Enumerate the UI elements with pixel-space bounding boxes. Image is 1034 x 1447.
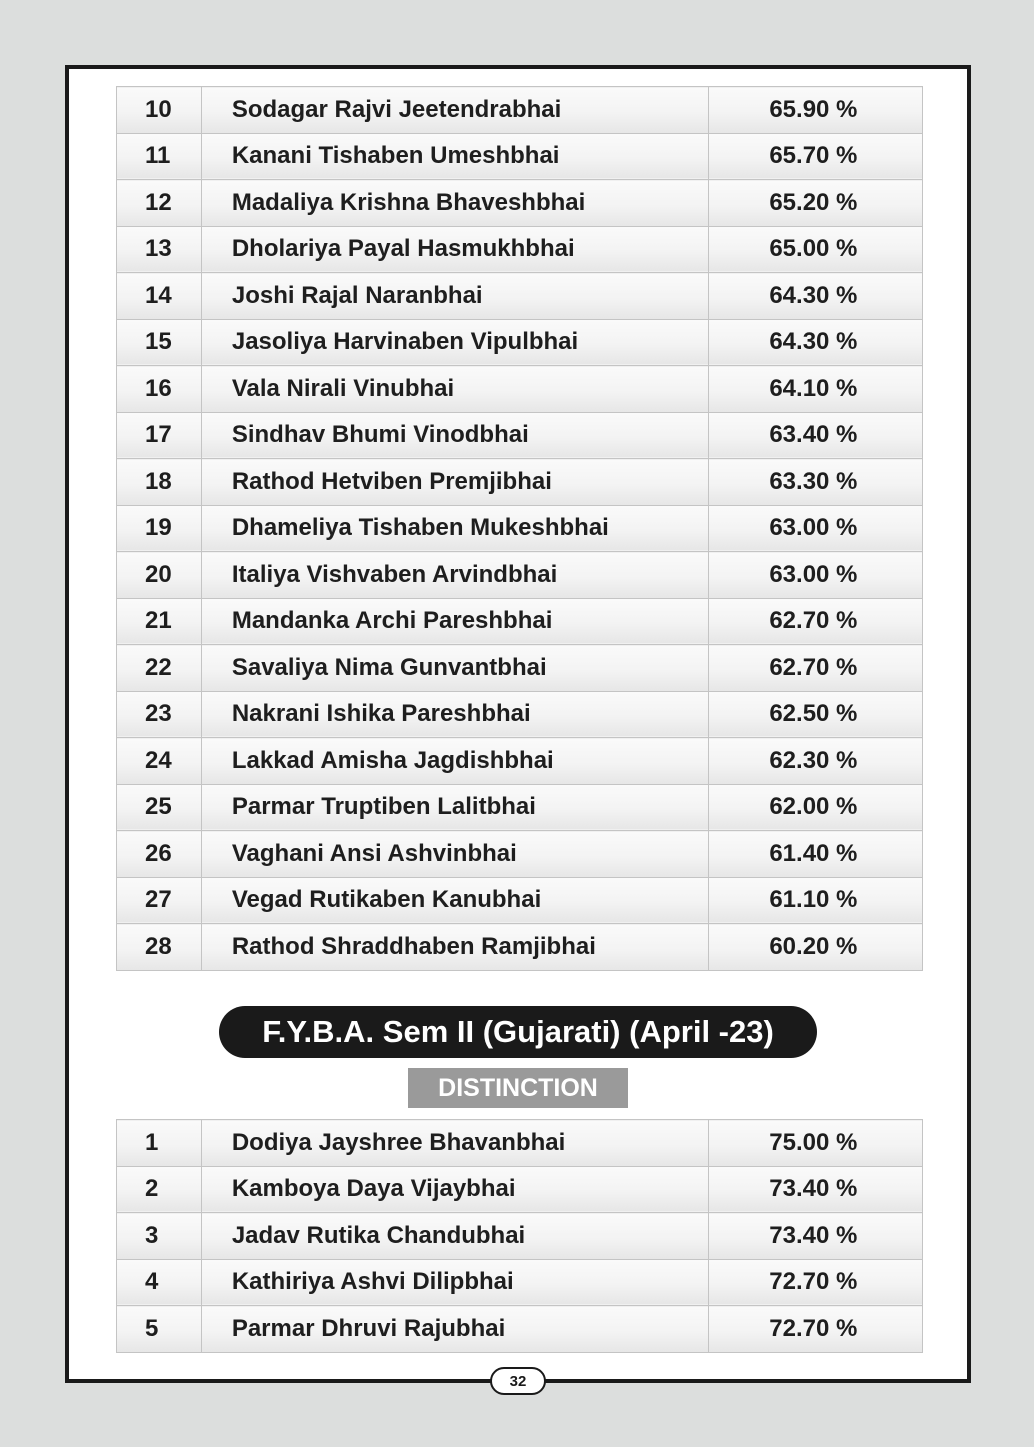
- percentage: 65.90 %: [709, 87, 923, 134]
- table-row: [117, 273, 923, 320]
- table-row: [117, 877, 923, 924]
- table-row: [117, 366, 923, 413]
- row-number: 27: [117, 877, 202, 924]
- student-name: Vegad Rutikaben Kanubhai: [201, 877, 708, 924]
- percentage: 65.00 %: [709, 226, 923, 273]
- student-name: Parmar Truptiben Lalitbhai: [201, 784, 708, 831]
- page-number: 32: [490, 1367, 546, 1395]
- percentage: 62.50 %: [709, 691, 923, 738]
- table-row: [117, 691, 923, 738]
- table-row: [117, 784, 923, 831]
- student-name: Kamboya Daya Vijaybhai: [201, 1166, 708, 1213]
- table-row: [117, 1213, 923, 1260]
- row-number: 13: [117, 226, 202, 273]
- student-name: Madaliya Krishna Bhaveshbhai: [201, 180, 708, 227]
- percentage: 73.40 %: [709, 1166, 923, 1213]
- student-name: Joshi Rajal Naranbhai: [201, 273, 708, 320]
- row-number: 23: [117, 691, 202, 738]
- row-number: 10: [117, 87, 202, 134]
- table-row: [117, 1306, 923, 1353]
- percentage: 61.10 %: [709, 877, 923, 924]
- student-name: Vala Nirali Vinubhai: [201, 366, 708, 413]
- row-number: 24: [117, 738, 202, 785]
- results-table-top: [116, 86, 923, 971]
- row-number: 3: [117, 1213, 202, 1260]
- student-name: Kanani Tishaben Umeshbhai: [201, 133, 708, 180]
- table-row: [117, 598, 923, 645]
- student-name: Vaghani Ansi Ashvinbhai: [201, 831, 708, 878]
- row-number: 20: [117, 552, 202, 599]
- row-number: 22: [117, 645, 202, 692]
- student-name: Sindhav Bhumi Vinodbhai: [201, 412, 708, 459]
- table-row: [117, 226, 923, 273]
- table-row: [117, 645, 923, 692]
- row-number: 19: [117, 505, 202, 552]
- row-number: 5: [117, 1306, 202, 1353]
- student-name: Sodagar Rajvi Jeetendrabhai: [201, 87, 708, 134]
- table-row: [117, 87, 923, 134]
- category-label: DISTINCTION: [408, 1068, 628, 1108]
- percentage: 63.00 %: [709, 552, 923, 599]
- percentage: 75.00 %: [709, 1120, 923, 1167]
- table-row: [117, 1120, 923, 1167]
- student-name: Mandanka Archi Pareshbhai: [201, 598, 708, 645]
- percentage: 62.70 %: [709, 645, 923, 692]
- table-row: [117, 1259, 923, 1306]
- percentage: 73.40 %: [709, 1213, 923, 1260]
- percentage: 72.70 %: [709, 1259, 923, 1306]
- row-number: 26: [117, 831, 202, 878]
- row-number: 2: [117, 1166, 202, 1213]
- section-title: F.Y.B.A. Sem II (Gujarati) (April -23): [219, 1006, 817, 1058]
- table-row: [117, 1166, 923, 1213]
- percentage: 64.10 %: [709, 366, 923, 413]
- table-row: [117, 133, 923, 180]
- student-name: Dholariya Payal Hasmukhbhai: [201, 226, 708, 273]
- percentage: 72.70 %: [709, 1306, 923, 1353]
- page: [65, 65, 971, 1390]
- row-number: 1: [117, 1120, 202, 1167]
- table-row: [117, 412, 923, 459]
- student-name: Rathod Shraddhaben Ramjibhai: [201, 924, 708, 971]
- row-number: 11: [117, 133, 202, 180]
- row-number: 18: [117, 459, 202, 506]
- percentage: 61.40 %: [709, 831, 923, 878]
- row-number: 21: [117, 598, 202, 645]
- table-row: [117, 319, 923, 366]
- percentage: 62.70 %: [709, 598, 923, 645]
- percentage: 65.70 %: [709, 133, 923, 180]
- row-number: 15: [117, 319, 202, 366]
- table-row: [117, 505, 923, 552]
- table-row: [117, 552, 923, 599]
- student-name: Savaliya Nima Gunvantbhai: [201, 645, 708, 692]
- row-number: 12: [117, 180, 202, 227]
- student-name: Dodiya Jayshree Bhavanbhai: [201, 1120, 708, 1167]
- row-number: 4: [117, 1259, 202, 1306]
- table-row: [117, 738, 923, 785]
- student-name: Italiya Vishvaben Arvindbhai: [201, 552, 708, 599]
- table-row: [117, 924, 923, 971]
- table-row: [117, 459, 923, 506]
- percentage: 62.30 %: [709, 738, 923, 785]
- student-name: Jasoliya Harvinaben Vipulbhai: [201, 319, 708, 366]
- student-name: Nakrani Ishika Pareshbhai: [201, 691, 708, 738]
- percentage: 63.00 %: [709, 505, 923, 552]
- percentage: 64.30 %: [709, 319, 923, 366]
- row-number: 28: [117, 924, 202, 971]
- percentage: 62.00 %: [709, 784, 923, 831]
- percentage: 60.20 %: [709, 924, 923, 971]
- row-number: 17: [117, 412, 202, 459]
- student-name: Kathiriya Ashvi Dilipbhai: [201, 1259, 708, 1306]
- percentage: 63.40 %: [709, 412, 923, 459]
- results-table-distinction: [116, 1119, 923, 1353]
- percentage: 65.20 %: [709, 180, 923, 227]
- table-row: [117, 831, 923, 878]
- student-name: Jadav Rutika Chandubhai: [201, 1213, 708, 1260]
- student-name: Parmar Dhruvi Rajubhai: [201, 1306, 708, 1353]
- percentage: 63.30 %: [709, 459, 923, 506]
- student-name: Dhameliya Tishaben Mukeshbhai: [201, 505, 708, 552]
- row-number: 25: [117, 784, 202, 831]
- row-number: 14: [117, 273, 202, 320]
- percentage: 64.30 %: [709, 273, 923, 320]
- student-name: Rathod Hetviben Premjibhai: [201, 459, 708, 506]
- row-number: 16: [117, 366, 202, 413]
- table-row: [117, 180, 923, 227]
- student-name: Lakkad Amisha Jagdishbhai: [201, 738, 708, 785]
